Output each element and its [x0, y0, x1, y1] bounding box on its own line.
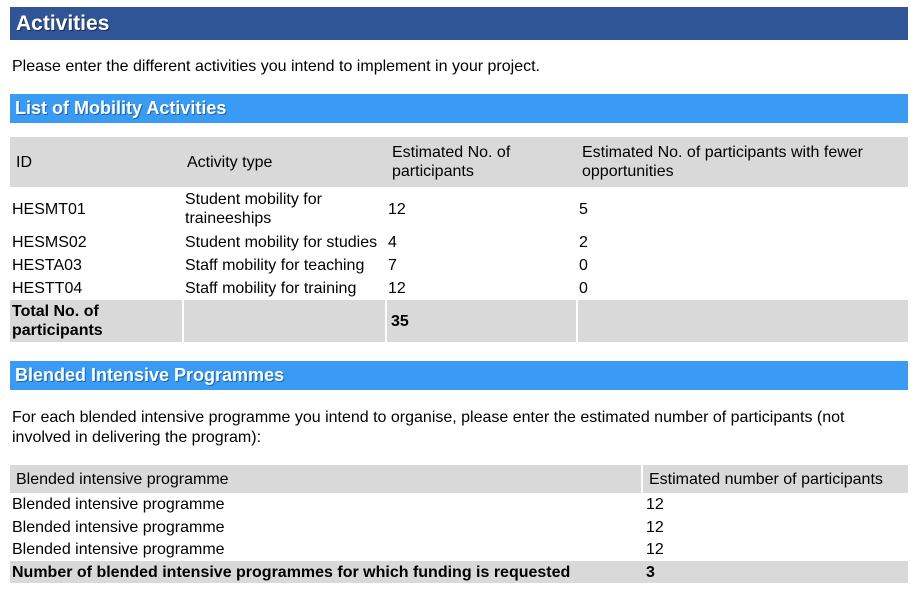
- column-header-estimated-participants: Estimated number of participants: [642, 465, 908, 493]
- activity-type: Student mobility for studies: [185, 234, 378, 251]
- column-header-fewer-opportunities: Estimated No. of participants with fewer opportunities: [577, 137, 908, 187]
- table-row: [10, 493, 908, 516]
- bip-table-header: [10, 465, 908, 493]
- activity-fewer-opportunities: 2: [579, 234, 588, 251]
- programme-name: Blended intensive programme: [12, 541, 225, 558]
- activity-participants: 12: [388, 280, 406, 297]
- activity-id: HESTA03: [12, 257, 82, 274]
- mobility-section-title: List of Mobility Activities: [10, 94, 908, 123]
- activity-type: Staff mobility for training: [185, 280, 357, 297]
- total-spacer: [183, 300, 386, 342]
- activity-fewer-opportunities: 5: [579, 200, 588, 218]
- intro-text: Please enter the different activities you intend to implement in your project.: [12, 58, 540, 75]
- table-row: [10, 231, 908, 254]
- activity-participants: 4: [388, 234, 397, 251]
- activity-type: Student mobility for traineeships: [185, 191, 322, 227]
- activity-id: HESTT04: [12, 280, 83, 297]
- column-header-id: ID: [10, 137, 183, 187]
- table-row: [10, 187, 908, 231]
- table-row: [10, 254, 908, 277]
- activity-id: HESMS02: [12, 234, 87, 251]
- total-value: 35: [386, 300, 577, 342]
- programme-name: Blended intensive programme: [12, 496, 225, 513]
- column-header-activity-type: Activity type: [183, 137, 386, 187]
- activity-id: HESMT01: [12, 200, 86, 218]
- bip-total-value: 3: [642, 561, 908, 583]
- bip-total-label: Number of blended intensive programmes for which funding is requested: [10, 561, 642, 583]
- programme-participants: 12: [646, 541, 664, 558]
- mobility-table-header: [10, 137, 908, 187]
- total-row: [10, 300, 908, 342]
- activity-type: Staff mobility for teaching: [185, 257, 365, 274]
- table-row: [10, 277, 908, 300]
- column-header-participants: Estimated No. of participants: [386, 137, 577, 187]
- activity-fewer-opportunities: 0: [579, 257, 588, 274]
- total-spacer: [577, 300, 908, 342]
- bip-description: For each blended intensive programme you intend to organise, please enter the estimated number of participants (not involved in delivering the program):: [12, 409, 845, 446]
- bip-table: [10, 465, 908, 583]
- total-label: Total No. of participants: [10, 300, 183, 342]
- programme-name: Blended intensive programme: [12, 518, 225, 536]
- table-row: [10, 516, 908, 538]
- table-row: [10, 538, 908, 561]
- bip-section-title: Blended Intensive Programmes: [10, 361, 908, 390]
- bip-total-row: [10, 561, 908, 583]
- activity-participants: 12: [388, 200, 406, 218]
- mobility-table: [10, 137, 908, 342]
- programme-participants: 12: [646, 518, 664, 536]
- activity-fewer-opportunities: 0: [579, 280, 588, 297]
- column-header-programme: Blended intensive programme: [10, 465, 642, 493]
- page-title: Activities: [10, 7, 908, 40]
- activity-participants: 7: [388, 257, 397, 274]
- programme-participants: 12: [646, 496, 664, 513]
